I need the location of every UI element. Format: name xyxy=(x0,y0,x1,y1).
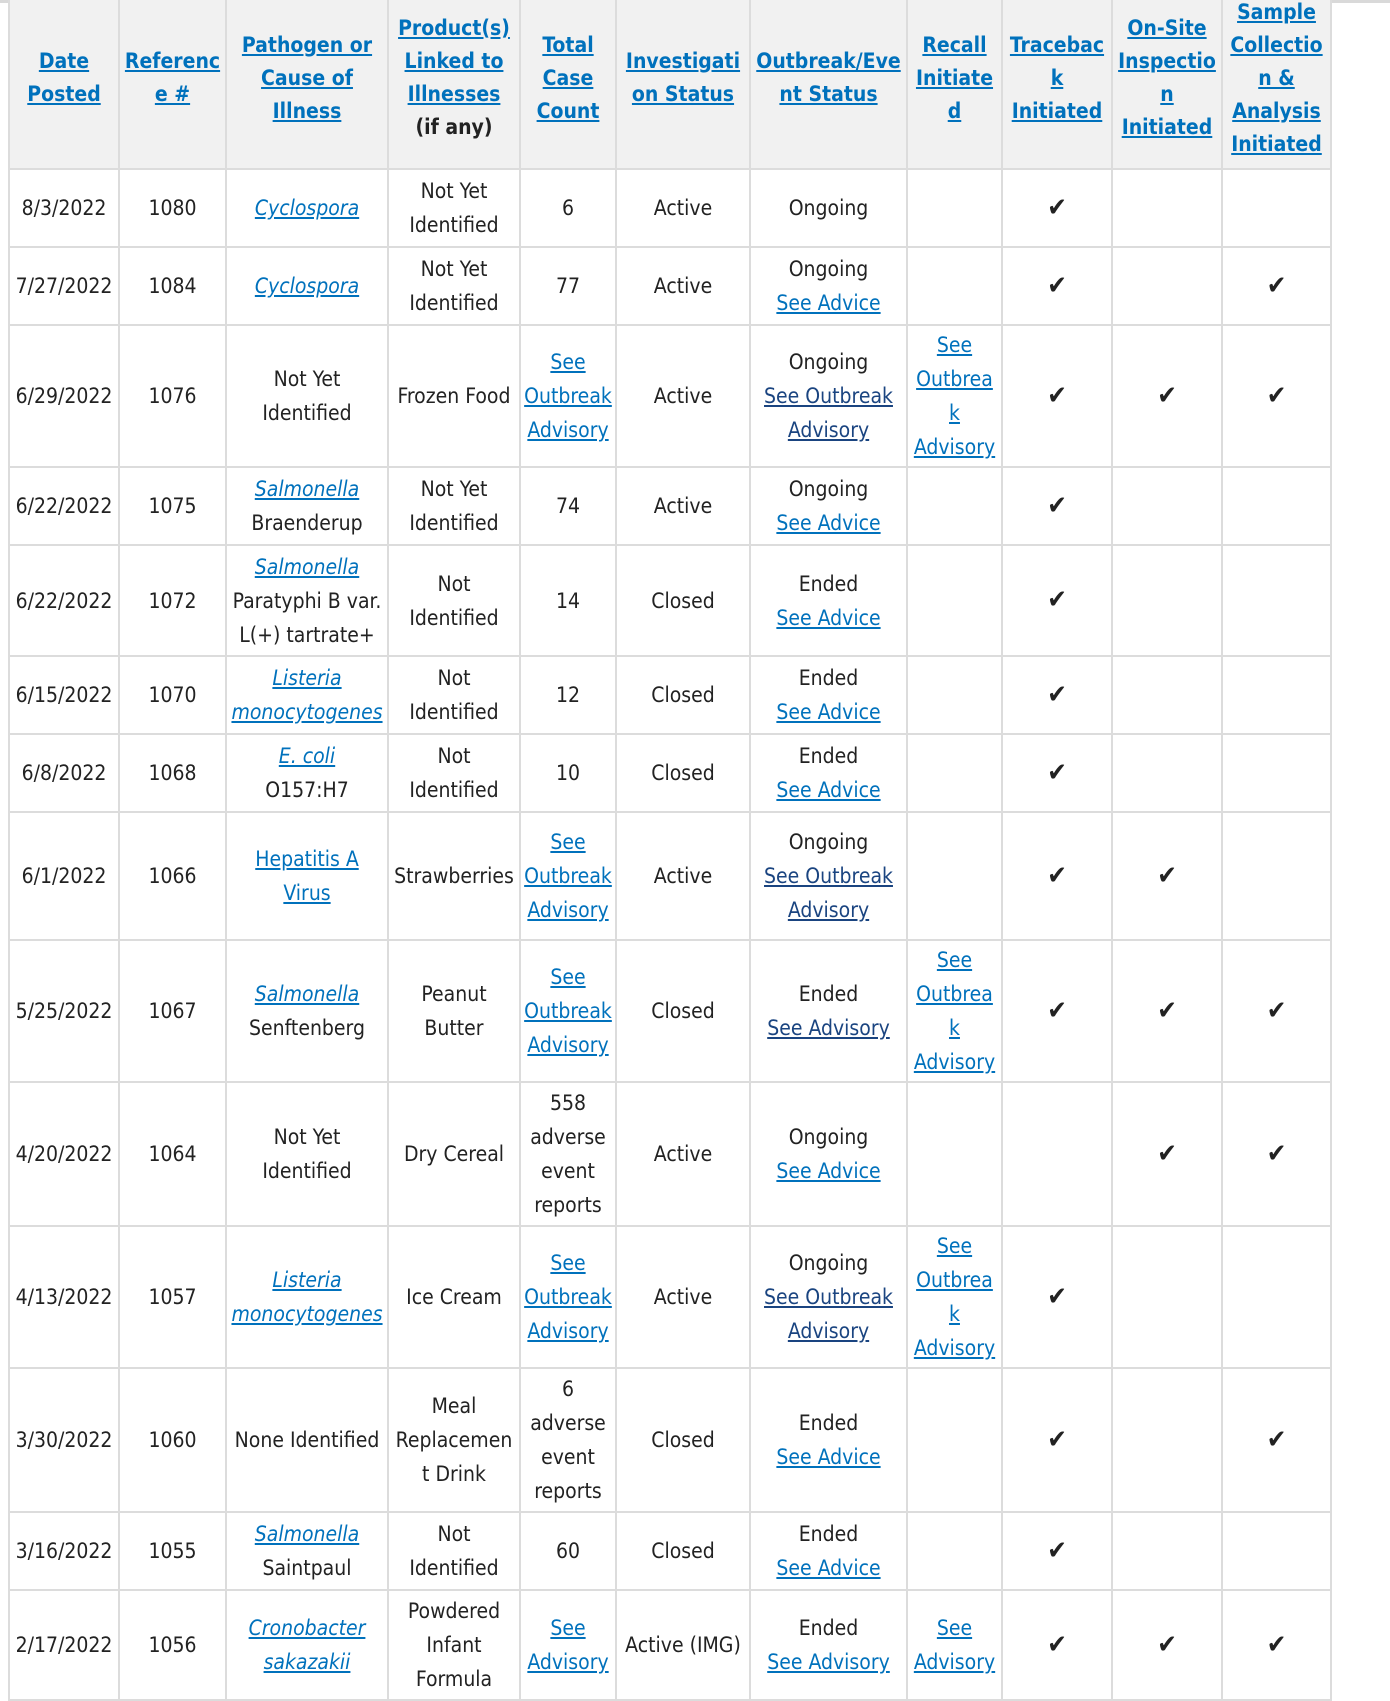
recall-initiated-cell xyxy=(907,325,1002,467)
product-cell: Strawberries xyxy=(388,812,520,940)
date-posted-cell: 6/1/2022 xyxy=(9,812,119,940)
date-posted-cell: 4/13/2022 xyxy=(9,1226,119,1368)
date-posted-cell: 4/20/2022 xyxy=(9,1082,119,1226)
header-pathogen[interactable] xyxy=(226,0,388,169)
recall-initiated-cell xyxy=(907,734,1002,812)
sample-collection-cell xyxy=(1222,734,1331,812)
outbreak-status-advice-link[interactable]: See Outbreak Advisory xyxy=(764,1285,893,1343)
total-case-count-cell xyxy=(520,1590,616,1700)
product-cell: Not Yet Identified xyxy=(388,169,520,247)
investigation-status-cell: Active xyxy=(616,1082,750,1226)
investigation-status-cell: Closed xyxy=(616,734,750,812)
outbreak-table-container xyxy=(8,0,1332,1701)
reference-cell: 1066 xyxy=(119,812,226,940)
sample-collection-cell xyxy=(1222,1512,1331,1590)
check-mark-icon: ✔ xyxy=(1047,757,1067,788)
sort-total-case-count-link[interactable]: Total Case Count xyxy=(536,32,600,123)
case-count-advisory-link[interactable]: See Outbreak Advisory xyxy=(524,965,612,1057)
table-row xyxy=(9,656,1331,734)
date-posted-cell: 7/27/2022 xyxy=(9,247,119,325)
traceback-initiated-cell xyxy=(1002,734,1112,812)
onsite-inspection-cell xyxy=(1112,656,1222,734)
outbreak-status-value: Ended xyxy=(798,1522,859,1546)
outbreak-status-cell xyxy=(750,812,907,940)
case-count-value: 12 xyxy=(555,683,581,707)
table-row xyxy=(9,734,1331,812)
reference-cell: 1072 xyxy=(119,545,226,656)
total-case-count-cell xyxy=(520,325,616,467)
outbreak-status-cell xyxy=(750,1082,907,1226)
product-cell: Dry Cereal xyxy=(388,1082,520,1226)
product-cell: Not Identified xyxy=(388,545,520,656)
date-posted-cell: 6/8/2022 xyxy=(9,734,119,812)
table-row xyxy=(9,1226,1331,1368)
table-row xyxy=(9,1368,1331,1512)
date-posted-cell: 2/17/2022 xyxy=(9,1590,119,1700)
outbreak-status-advice-link[interactable]: See Advice xyxy=(776,291,881,315)
pathogen-detail: O157:H7 xyxy=(265,778,349,802)
recall-initiated-cell xyxy=(907,656,1002,734)
product-cell: Frozen Food xyxy=(388,325,520,467)
reference-cell: 1056 xyxy=(119,1590,226,1700)
pathogen-cell xyxy=(226,1226,388,1368)
check-mark-icon: ✔ xyxy=(1266,995,1287,1026)
sort-date-posted-link[interactable]: Date Posted xyxy=(27,49,101,106)
sample-collection-cell xyxy=(1222,1590,1331,1700)
outbreak-status-cell xyxy=(750,734,907,812)
recall-initiated-cell xyxy=(907,1082,1002,1226)
product-cell: Not Identified xyxy=(388,734,520,812)
sample-collection-cell xyxy=(1222,1368,1331,1512)
outbreak-status-cell xyxy=(750,169,907,247)
reference-cell: 1060 xyxy=(119,1368,226,1512)
outbreak-status-advice-link[interactable]: See Advice xyxy=(776,511,881,535)
recall-advisory-link[interactable]: See Outbreak Advisory xyxy=(913,1234,996,1360)
outbreak-status-advice-link[interactable]: See Advice xyxy=(776,1445,881,1469)
sample-collection-cell xyxy=(1222,656,1331,734)
onsite-inspection-cell xyxy=(1112,1226,1222,1368)
pathogen-link[interactable]: Hepatitis A Virus xyxy=(255,847,359,905)
reference-cell: 1076 xyxy=(119,325,226,467)
outbreak-status-value: Ended xyxy=(798,666,859,690)
check-mark-icon: ✔ xyxy=(1047,860,1067,891)
product-cell: Ice Cream xyxy=(388,1226,520,1368)
pathogen-link[interactable]: Cyclospora xyxy=(254,196,360,220)
header-total-case-count[interactable] xyxy=(520,0,616,169)
table-row xyxy=(9,247,1331,325)
reference-cell: 1067 xyxy=(119,940,226,1082)
outbreak-status-cell xyxy=(750,1368,907,1512)
pathogen-cell xyxy=(226,1368,388,1512)
table-row xyxy=(9,545,1331,656)
recall-initiated-cell xyxy=(907,169,1002,247)
traceback-initiated-cell xyxy=(1002,656,1112,734)
date-posted-cell: 3/16/2022 xyxy=(9,1512,119,1590)
outbreak-investigations-table xyxy=(8,0,1332,1701)
onsite-inspection-cell xyxy=(1112,1590,1222,1700)
product-cell: Meal Replacement Drink xyxy=(388,1368,520,1512)
check-mark-icon: ✔ xyxy=(1266,1629,1287,1660)
outbreak-status-advice-link[interactable]: See Advice xyxy=(776,700,881,724)
date-posted-cell: 6/22/2022 xyxy=(9,467,119,545)
investigation-status-cell: Closed xyxy=(616,940,750,1082)
pathogen-cell xyxy=(226,467,388,545)
check-mark-icon: ✔ xyxy=(1157,1138,1177,1169)
outbreak-status-cell xyxy=(750,1226,907,1368)
traceback-initiated-cell xyxy=(1002,1226,1112,1368)
header-traceback-initiated[interactable] xyxy=(1002,0,1112,169)
pathogen-detail: Not Yet Identified xyxy=(262,1125,352,1183)
check-mark-icon: ✔ xyxy=(1047,1424,1067,1455)
check-mark-icon: ✔ xyxy=(1266,380,1287,411)
reference-cell: 1084 xyxy=(119,247,226,325)
traceback-initiated-cell xyxy=(1002,812,1112,940)
table-row xyxy=(9,1590,1331,1700)
total-case-count-cell xyxy=(520,467,616,545)
case-count-advisory-link[interactable]: See Outbreak Advisory xyxy=(524,1251,612,1343)
case-count-value: 6 xyxy=(561,196,575,220)
sample-collection-cell xyxy=(1222,545,1331,656)
date-posted-cell: 5/25/2022 xyxy=(9,940,119,1082)
onsite-inspection-cell xyxy=(1112,467,1222,545)
sort-products-link[interactable]: Product(s) Linked to Illnesses xyxy=(398,16,510,106)
recall-initiated-cell xyxy=(907,247,1002,325)
pathogen-link[interactable]: Salmonella xyxy=(254,477,360,501)
check-mark-icon: ✔ xyxy=(1047,490,1067,521)
sample-collection-cell xyxy=(1222,1082,1331,1226)
outbreak-status-value: Ongoing xyxy=(788,830,869,854)
product-cell: Powdered Infant Formula xyxy=(388,1590,520,1700)
case-count-value: 14 xyxy=(555,588,581,613)
check-mark-icon: ✔ xyxy=(1047,1281,1067,1312)
recall-advisory-link[interactable]: See Outbreak Advisory xyxy=(913,948,996,1074)
total-case-count-cell xyxy=(520,812,616,940)
investigation-status-cell: Active xyxy=(616,247,750,325)
check-mark-icon: ✔ xyxy=(1047,1535,1067,1566)
reference-cell: 1064 xyxy=(119,1082,226,1226)
reference-cell: 1055 xyxy=(119,1512,226,1590)
check-mark-icon: ✔ xyxy=(1047,270,1067,301)
sort-traceback-initiated-link[interactable]: Traceback Initiated xyxy=(1009,32,1105,123)
investigation-status-cell: Closed xyxy=(616,1512,750,1590)
pathogen-detail: Paratyphi B var. L(+) tartrate+ xyxy=(232,588,382,647)
product-cell: Not Yet Identified xyxy=(388,247,520,325)
sample-collection-cell xyxy=(1222,247,1331,325)
investigation-status-cell: Closed xyxy=(616,656,750,734)
pathogen-cell xyxy=(226,545,388,656)
recall-initiated-cell xyxy=(907,940,1002,1082)
check-mark-icon: ✔ xyxy=(1047,995,1067,1026)
check-mark-icon: ✔ xyxy=(1157,860,1177,891)
table-row xyxy=(9,325,1331,467)
outbreak-status-value: Ended xyxy=(798,982,859,1006)
investigation-status-cell: Closed xyxy=(616,1368,750,1512)
date-posted-cell: 6/29/2022 xyxy=(9,325,119,467)
recall-advisory-link[interactable]: See Outbreak Advisory xyxy=(913,333,996,459)
pathogen-cell xyxy=(226,1512,388,1590)
outbreak-status-value: Ongoing xyxy=(788,477,869,501)
date-posted-cell: 8/3/2022 xyxy=(9,169,119,247)
pathogen-detail: Braenderup xyxy=(251,511,363,535)
pathogen-cell xyxy=(226,656,388,734)
total-case-count-cell xyxy=(520,545,616,656)
traceback-initiated-cell xyxy=(1002,1368,1112,1512)
reference-cell: 1057 xyxy=(119,1226,226,1368)
investigation-status-cell: Active xyxy=(616,169,750,247)
investigation-status-cell: Active xyxy=(616,325,750,467)
total-case-count-cell xyxy=(520,940,616,1082)
outbreak-status-advice-link[interactable]: See Advisory xyxy=(767,1016,890,1040)
sort-outbreak-status-link[interactable]: Outbreak/Event Status xyxy=(756,49,901,106)
pathogen-cell xyxy=(226,169,388,247)
pathogen-cell xyxy=(226,1590,388,1700)
recall-initiated-cell xyxy=(907,545,1002,656)
product-cell: Not Identified xyxy=(388,1512,520,1590)
outbreak-status-advice-link[interactable]: See Outbreak Advisory xyxy=(764,384,893,442)
reference-cell: 1075 xyxy=(119,467,226,545)
check-mark-icon: ✔ xyxy=(1266,1138,1287,1169)
onsite-inspection-cell xyxy=(1112,545,1222,656)
pathogen-cell xyxy=(226,325,388,467)
pathogen-cell xyxy=(226,734,388,812)
pathogen-link[interactable]: Salmonella xyxy=(254,1522,360,1546)
product-cell: Not Identified xyxy=(388,656,520,734)
traceback-initiated-cell xyxy=(1002,169,1112,247)
outbreak-status-advice-link[interactable]: See Advice xyxy=(776,1556,881,1580)
sort-investigation-status-link[interactable]: Investigation Status xyxy=(625,49,741,106)
outbreak-status-value: Ended xyxy=(798,1616,859,1640)
traceback-initiated-cell xyxy=(1002,1590,1112,1700)
onsite-inspection-cell xyxy=(1112,169,1222,247)
pathogen-link[interactable]: Cyclospora xyxy=(254,274,360,298)
onsite-inspection-cell xyxy=(1112,940,1222,1082)
check-mark-icon: ✔ xyxy=(1047,679,1067,710)
traceback-initiated-cell xyxy=(1002,467,1112,545)
sort-sample-collection-link[interactable]: Sample Collection & Analysis Initiated xyxy=(1230,0,1323,156)
traceback-initiated-cell xyxy=(1002,325,1112,467)
case-count-value: 74 xyxy=(555,494,581,518)
case-count-advisory-link[interactable]: See Outbreak Advisory xyxy=(524,830,612,922)
pathogen-cell xyxy=(226,1082,388,1226)
total-case-count-cell xyxy=(520,1082,616,1226)
header-sample-collection[interactable] xyxy=(1222,0,1331,169)
date-posted-cell: 6/15/2022 xyxy=(9,656,119,734)
investigation-status-cell: Active xyxy=(616,467,750,545)
investigation-status-cell: Active xyxy=(616,1226,750,1368)
sort-onsite-inspection-link[interactable]: On-Site Inspection Initiated xyxy=(1118,16,1216,139)
recall-advisory-link[interactable]: See Advisory xyxy=(913,1616,996,1674)
traceback-initiated-cell xyxy=(1002,247,1112,325)
check-mark-icon: ✔ xyxy=(1266,270,1287,301)
total-case-count-cell xyxy=(520,656,616,734)
check-mark-icon: ✔ xyxy=(1047,1629,1067,1660)
recall-initiated-cell xyxy=(907,1512,1002,1590)
onsite-inspection-cell xyxy=(1112,247,1222,325)
outbreak-status-value: Ongoing xyxy=(788,1125,869,1149)
outbreak-status-value: Ended xyxy=(798,744,859,768)
investigation-status-cell: Active xyxy=(616,812,750,940)
pathogen-cell xyxy=(226,940,388,1082)
case-count-value: 60 xyxy=(555,1539,581,1563)
sample-collection-cell xyxy=(1222,169,1331,247)
pathogen-detail: None Identified xyxy=(234,1428,380,1452)
recall-initiated-cell xyxy=(907,1226,1002,1368)
traceback-initiated-cell xyxy=(1002,1082,1112,1226)
onsite-inspection-cell xyxy=(1112,325,1222,467)
onsite-inspection-cell xyxy=(1112,812,1222,940)
reference-cell: 1068 xyxy=(119,734,226,812)
check-mark-icon: ✔ xyxy=(1266,1424,1287,1455)
outbreak-status-advice-link[interactable]: See Outbreak Advisory xyxy=(764,864,893,922)
pathogen-detail: Saintpaul xyxy=(262,1556,352,1580)
recall-initiated-cell xyxy=(907,467,1002,545)
table-body xyxy=(9,169,1331,1700)
table-row xyxy=(9,940,1331,1082)
table-row xyxy=(9,1082,1331,1226)
pathogen-cell xyxy=(226,247,388,325)
outbreak-status-cell xyxy=(750,1590,907,1700)
outbreak-status-value: Ongoing xyxy=(788,196,869,220)
outbreak-status-value: Ended xyxy=(798,1411,859,1435)
case-count-advisory-link[interactable]: See Advisory xyxy=(527,1616,609,1674)
table-row xyxy=(9,812,1331,940)
outbreak-status-value: Ongoing xyxy=(788,257,869,281)
products-note: (if any) xyxy=(415,115,493,139)
total-case-count-cell xyxy=(520,1368,616,1512)
outbreak-status-advice-link[interactable]: See Advice xyxy=(776,778,881,802)
table-row xyxy=(9,169,1331,247)
outbreak-status-cell xyxy=(750,656,907,734)
pathogen-link[interactable]: Salmonella xyxy=(254,554,360,579)
case-count-value: 77 xyxy=(555,274,581,298)
outbreak-status-cell xyxy=(750,247,907,325)
pathogen-link[interactable]: Listeria monocytogenes xyxy=(231,1268,383,1326)
investigation-status-cell: Active (IMG) xyxy=(616,1590,750,1700)
check-mark-icon: ✔ xyxy=(1157,380,1177,411)
pathogen-detail: Senftenberg xyxy=(249,1016,365,1040)
onsite-inspection-cell xyxy=(1112,1082,1222,1226)
outbreak-status-cell xyxy=(750,1512,907,1590)
sample-collection-cell xyxy=(1222,1226,1331,1368)
investigation-status-cell: Closed xyxy=(616,545,750,656)
pathogen-link[interactable]: Salmonella xyxy=(254,982,360,1006)
sample-collection-cell xyxy=(1222,467,1331,545)
case-count-value: 10 xyxy=(555,761,581,785)
pathogen-cell xyxy=(226,812,388,940)
check-mark-icon: ✔ xyxy=(1157,995,1177,1026)
onsite-inspection-cell xyxy=(1112,1368,1222,1512)
check-mark-icon: ✔ xyxy=(1047,585,1067,615)
sort-pathogen-link[interactable]: Pathogen or Cause of Illness xyxy=(241,32,373,123)
table-row xyxy=(9,1512,1331,1590)
sort-reference-link[interactable]: Reference # xyxy=(124,49,221,106)
sort-recall-initiated-link[interactable]: Recall Initiated xyxy=(915,32,994,123)
header-recall-initiated[interactable] xyxy=(907,0,1002,169)
outbreak-status-value: Ended xyxy=(798,571,859,596)
recall-initiated-cell xyxy=(907,1368,1002,1512)
outbreak-status-advice-link[interactable]: See Advice xyxy=(776,1159,881,1183)
reference-cell: 1080 xyxy=(119,169,226,247)
sample-collection-cell xyxy=(1222,325,1331,467)
pathogen-detail: Not Yet Identified xyxy=(262,367,352,425)
pathogen-link[interactable]: Cronobacter sakazakii xyxy=(248,1616,366,1674)
product-cell: Peanut Butter xyxy=(388,940,520,1082)
pathogen-link[interactable]: Listeria monocytogenes xyxy=(231,666,383,724)
total-case-count-cell xyxy=(520,1512,616,1590)
outbreak-status-cell xyxy=(750,545,907,656)
case-count-value: 558 adverse event reports xyxy=(530,1091,606,1217)
reference-cell: 1070 xyxy=(119,656,226,734)
outbreak-status-cell xyxy=(750,940,907,1082)
header-row xyxy=(9,0,1331,169)
header-outbreak-status[interactable] xyxy=(750,0,907,169)
traceback-initiated-cell xyxy=(1002,545,1112,656)
outbreak-status-advice-link[interactable]: See Advisory xyxy=(767,1650,890,1674)
header-date-posted[interactable] xyxy=(9,0,119,169)
traceback-initiated-cell xyxy=(1002,1512,1112,1590)
pathogen-link[interactable]: E. coli xyxy=(278,744,336,768)
header-onsite-inspection[interactable] xyxy=(1112,0,1222,169)
case-count-advisory-link[interactable]: See Outbreak Advisory xyxy=(524,350,612,442)
outbreak-status-advice-link[interactable]: See Advice xyxy=(776,605,881,630)
total-case-count-cell xyxy=(520,247,616,325)
check-mark-icon: ✔ xyxy=(1157,1629,1177,1660)
outbreak-status-value: Ongoing xyxy=(788,1251,869,1275)
date-posted-cell: 6/22/2022 xyxy=(9,545,119,656)
product-cell: Not Yet Identified xyxy=(388,467,520,545)
total-case-count-cell xyxy=(520,1226,616,1368)
date-posted-cell: 3/30/2022 xyxy=(9,1368,119,1512)
check-mark-icon: ✔ xyxy=(1047,380,1067,411)
total-case-count-cell xyxy=(520,734,616,812)
header-products[interactable] xyxy=(388,0,520,169)
traceback-initiated-cell xyxy=(1002,940,1112,1082)
header-investigation-status[interactable] xyxy=(616,0,750,169)
sample-collection-cell xyxy=(1222,940,1331,1082)
sample-collection-cell xyxy=(1222,812,1331,940)
outbreak-status-value: Ongoing xyxy=(788,350,869,374)
case-count-value: 6 adverse event reports xyxy=(530,1377,606,1503)
header-reference[interactable] xyxy=(119,0,226,169)
recall-initiated-cell xyxy=(907,812,1002,940)
onsite-inspection-cell xyxy=(1112,734,1222,812)
table-row xyxy=(9,467,1331,545)
check-mark-icon: ✔ xyxy=(1047,192,1067,223)
total-case-count-cell xyxy=(520,169,616,247)
recall-initiated-cell xyxy=(907,1590,1002,1700)
outbreak-status-cell xyxy=(750,325,907,467)
onsite-inspection-cell xyxy=(1112,1512,1222,1590)
outbreak-status-cell xyxy=(750,467,907,545)
